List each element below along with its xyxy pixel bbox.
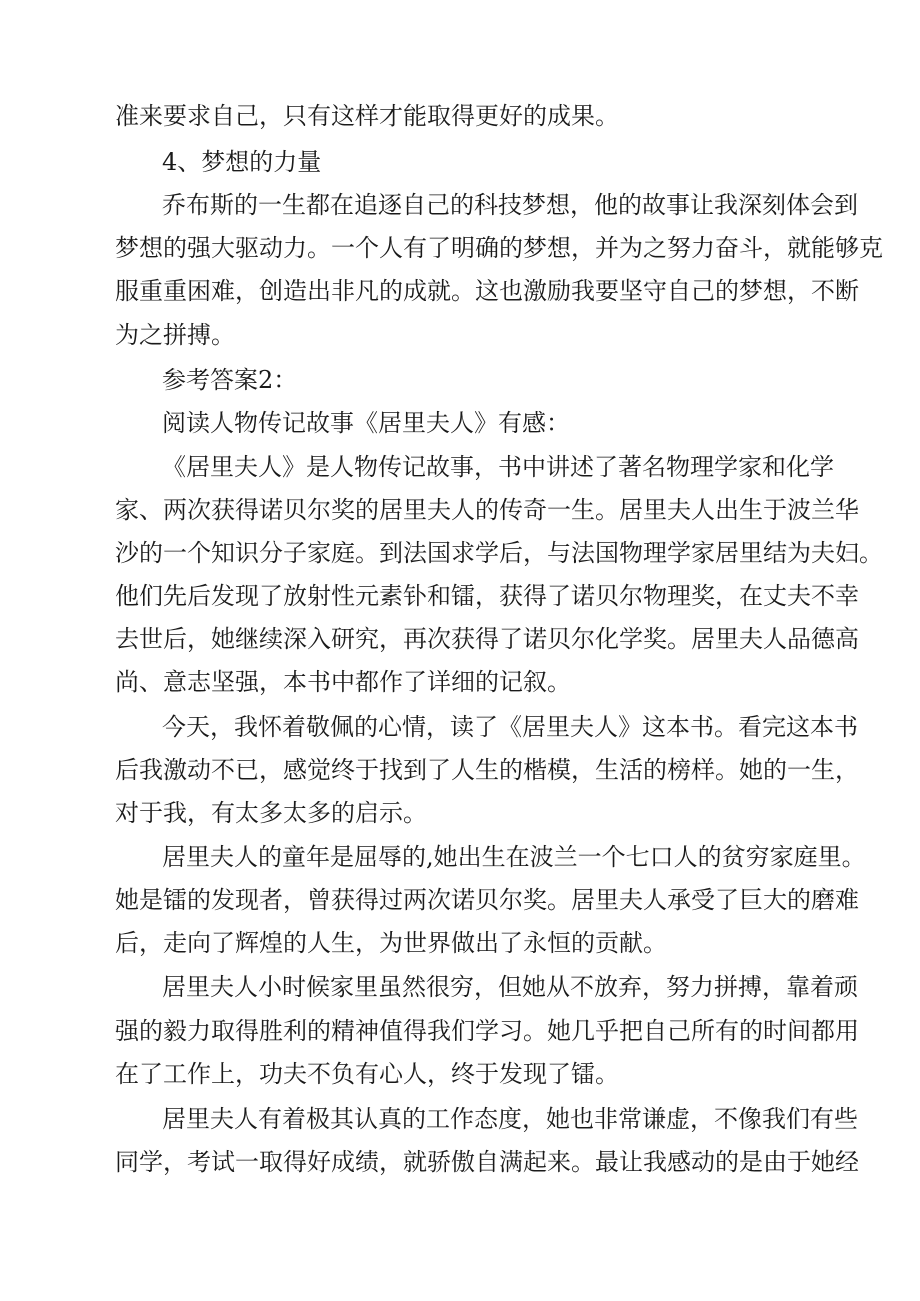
text-line-1: 准来要求自己，只有这样才能取得更好的成果。 — [115, 102, 619, 130]
text-line-5: 服重重困难，创造出非凡的成就。这也激励我要坚守自己的梦想，不断 — [115, 277, 859, 305]
text-line-23: 在了工作上，功夫不负有心人，终于发现了镭。 — [115, 1060, 619, 1088]
text-line-25: 同学，考试一取得好成绩，就骄傲自满起来。最让我感动的是由于她经 — [115, 1148, 859, 1176]
text-line-13: 去世后，她继续深入研究，再次获得了诺贝尔化学奖。居里夫人品德高 — [115, 625, 859, 653]
text-line-16: 后我激动不已，感觉终于找到了人生的楷模，生活的榜样。她的一生， — [115, 756, 859, 784]
text-line-12: 他们先后发现了放射性元素钋和镭，获得了诺贝尔物理奖，在丈夫不幸 — [115, 582, 859, 610]
text-line-21: 居里夫人小时候家里虽然很穷，但她从不放弃，努力拼搏，靠着顽 — [162, 973, 858, 1001]
text-line-11: 沙的一个知识分子家庭。到法国求学后，与法国物理学家居里结为夫妇。 — [115, 539, 883, 567]
text-line-6: 为之拼搏。 — [115, 321, 235, 349]
text-line-20: 后，走向了辉煌的人生，为世界做出了永恒的贡献。 — [115, 929, 667, 957]
text-line-4: 梦想的强大驱动力。一个人有了明确的梦想，并为之努力奋斗，就能够克 — [115, 234, 883, 262]
text-line-18: 居里夫人的童年是屈辱的,她出生在波兰一个七口人的贫穷家庭里。 — [162, 843, 866, 871]
text-line-9: 《居里夫人》是人物传记故事，书中讲述了著名物理学家和化学 — [162, 453, 834, 481]
section-heading: 4、梦想的力量 — [162, 148, 322, 176]
text-line-22: 强的毅力取得胜利的精神值得我们学习。她几乎把自己所有的时间都用 — [115, 1017, 859, 1045]
text-line-15: 今天，我怀着敬佩的心情，读了《居里夫人》这本书。看完这本书 — [162, 713, 858, 741]
text-line-19: 她是镭的发现者，曾获得过两次诺贝尔奖。居里夫人承受了巨大的磨难 — [115, 886, 859, 914]
text-line-3: 乔布斯的一生都在追逐自己的科技梦想，他的故事让我深刻体会到 — [162, 191, 858, 219]
essay-title: 阅读人物传记故事《居里夫人》有感： — [162, 409, 570, 437]
text-line-10: 家、两次获得诺贝尔奖的居里夫人的传奇一生。居里夫人出生于波兰华 — [115, 496, 859, 524]
text-line-24: 居里夫人有着极其认真的工作态度，她也非常谦虚，不像我们有些 — [162, 1105, 858, 1133]
text-line-14: 尚、意志坚强，本书中都作了详细的记叙。 — [115, 668, 571, 696]
text-line-17: 对于我，有太多太多的启示。 — [115, 799, 427, 827]
answer-heading: 参考答案2： — [162, 366, 298, 394]
